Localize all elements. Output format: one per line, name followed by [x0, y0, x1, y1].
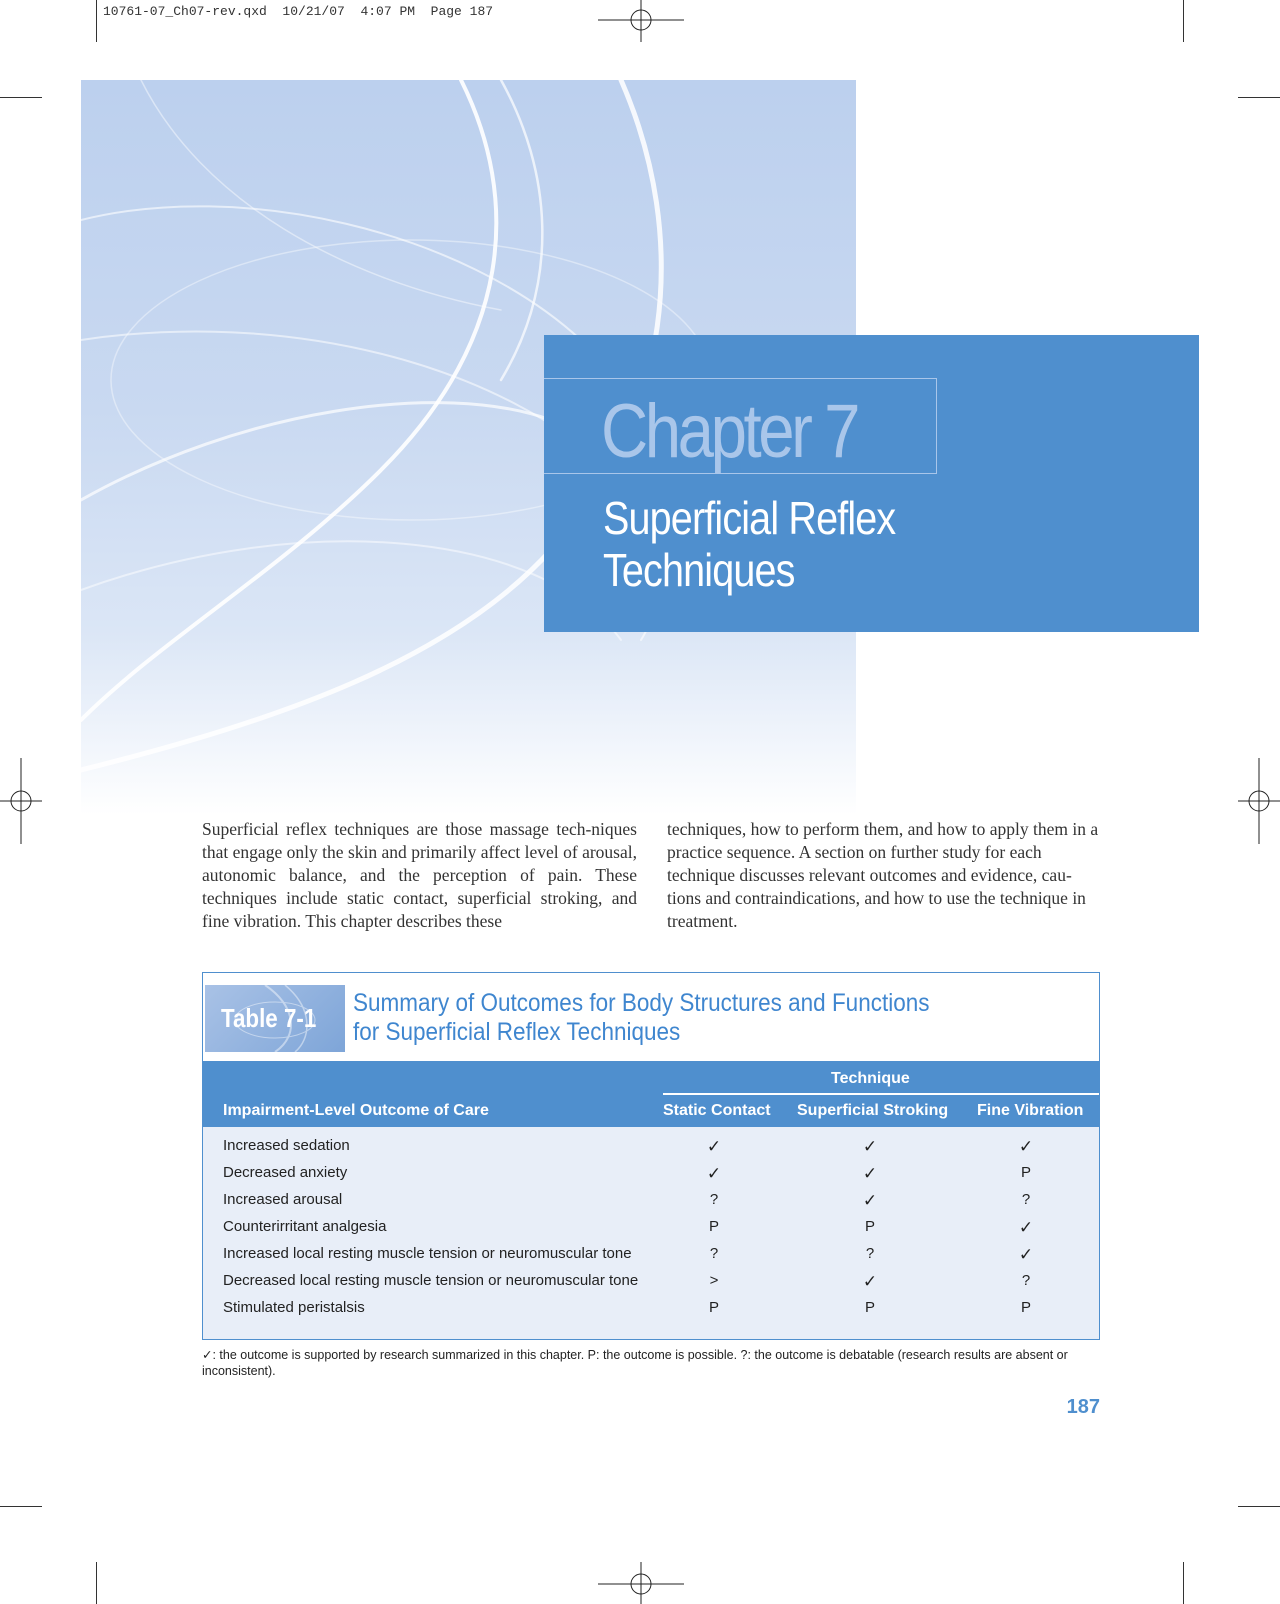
table-footnote: ✓: the outcome is supported by research summarized in this chapter. P: the outcome is possible. ?: the outcome is debatable (research results are absent or inconsistent). [202, 1348, 1068, 1378]
outcome-cell: Counterirritant analgesia [223, 1218, 387, 1235]
superficial-stroking-cell: P [864, 1299, 875, 1316]
crop-mark [1238, 1506, 1280, 1507]
outcome-cell: Stimulated peristalsis [223, 1299, 365, 1316]
table-row [203, 1133, 1099, 1160]
outcome-cell: Decreased anxiety [223, 1164, 348, 1181]
fine-vibration-cell: P [1020, 1299, 1031, 1316]
table-tab [205, 985, 345, 1052]
chapter-title-line: Techniques [603, 544, 795, 596]
static-contact-cell: ✓ [706, 1137, 722, 1157]
header-divider [663, 1093, 1099, 1095]
table-title [353, 989, 929, 1047]
outcome-cell: Increased sedation [223, 1137, 350, 1154]
registration-mark-icon [0, 758, 42, 844]
crop-mark [1183, 0, 1184, 42]
column-header-superficial-stroking: Superficial Stroking [797, 1102, 949, 1119]
intro-paragraph-left: Superficial reflex techniques are those massage tech-niques that engage only the skin and primarily affect level of arousal, autonomic balance, and the perception of pain. These techniques include static contact, superficial stroking, and fine vibration. This chapter describes these [202, 819, 637, 931]
fine-vibration-cell: ✓ [1018, 1218, 1034, 1238]
static-contact-cell: P [708, 1218, 719, 1235]
table-row [203, 1268, 1099, 1295]
chapter-title-line: Superficial Reflex [603, 492, 896, 544]
outcome-cell: Increased arousal [223, 1191, 343, 1208]
registration-mark-icon [1238, 758, 1280, 844]
crop-mark [0, 97, 42, 98]
registration-mark-icon [598, 1562, 684, 1604]
column-header-outcome: Impairment-Level Outcome of Care [223, 1102, 489, 1119]
table-row [203, 1241, 1099, 1268]
crop-mark [96, 0, 97, 42]
crop-mark [96, 1562, 97, 1604]
table-row [203, 1160, 1099, 1187]
intro-paragraph-right: techniques, how to perform them, and how to apply them in a practice sequence. A section on further study for each technique discusses relevant outcomes and evidence, cau-tions and contraindications, and how to use the technique in treatment. [667, 819, 1099, 931]
crop-mark [1183, 1562, 1184, 1604]
static-contact-cell: > [709, 1272, 719, 1289]
table-body [203, 1133, 1099, 1322]
chapter-number: Chapter 7 [601, 389, 858, 474]
table-header-area [203, 973, 1099, 1061]
fine-vibration-cell: ? [1021, 1272, 1031, 1289]
superficial-stroking-cell: ✓ [862, 1272, 878, 1292]
static-contact-cell: ? [709, 1245, 719, 1262]
technique-group-header: Technique [831, 1070, 910, 1087]
table-number: Table 7-1 [221, 1003, 317, 1033]
chapter-title [603, 492, 895, 596]
print-slug: 10761-07_Ch07-rev.qxd 10/21/07 4:07 PM Page 187 [103, 4, 494, 19]
crop-mark [0, 1506, 42, 1507]
static-contact-cell: P [708, 1299, 719, 1316]
table-title-line: Summary of Outcomes for Body Structures and Functions [353, 989, 930, 1017]
superficial-stroking-cell: P [864, 1218, 875, 1235]
superficial-stroking-cell: ? [865, 1245, 875, 1262]
outcome-cell: Increased local resting muscle tension or neuromuscular tone [223, 1245, 632, 1262]
table-row [203, 1214, 1099, 1241]
fine-vibration-cell: ? [1021, 1191, 1031, 1208]
crop-mark [1238, 97, 1280, 98]
table-row [203, 1187, 1099, 1214]
table-title-line: for Superficial Reflex Techniques [353, 1018, 681, 1046]
superficial-stroking-cell: ✓ [862, 1164, 878, 1184]
static-contact-cell: ? [709, 1191, 719, 1208]
superficial-stroking-cell: ✓ [862, 1191, 878, 1211]
table-row [203, 1295, 1099, 1322]
column-header-static-contact: Static Contact [663, 1102, 771, 1119]
superficial-stroking-cell: ✓ [862, 1137, 878, 1157]
table-column-header [203, 1061, 1099, 1127]
outcomes-table [202, 972, 1100, 1340]
fine-vibration-cell: P [1020, 1164, 1031, 1181]
static-contact-cell: ✓ [706, 1164, 722, 1184]
column-header-fine-vibration: Fine Vibration [977, 1102, 1084, 1119]
outcome-cell: Decreased local resting muscle tension or neuromuscular tone [223, 1272, 639, 1289]
registration-mark-icon [598, 0, 684, 42]
page-number: 187 [1066, 1396, 1100, 1418]
fine-vibration-cell: ✓ [1018, 1245, 1034, 1265]
fine-vibration-cell: ✓ [1018, 1137, 1034, 1157]
